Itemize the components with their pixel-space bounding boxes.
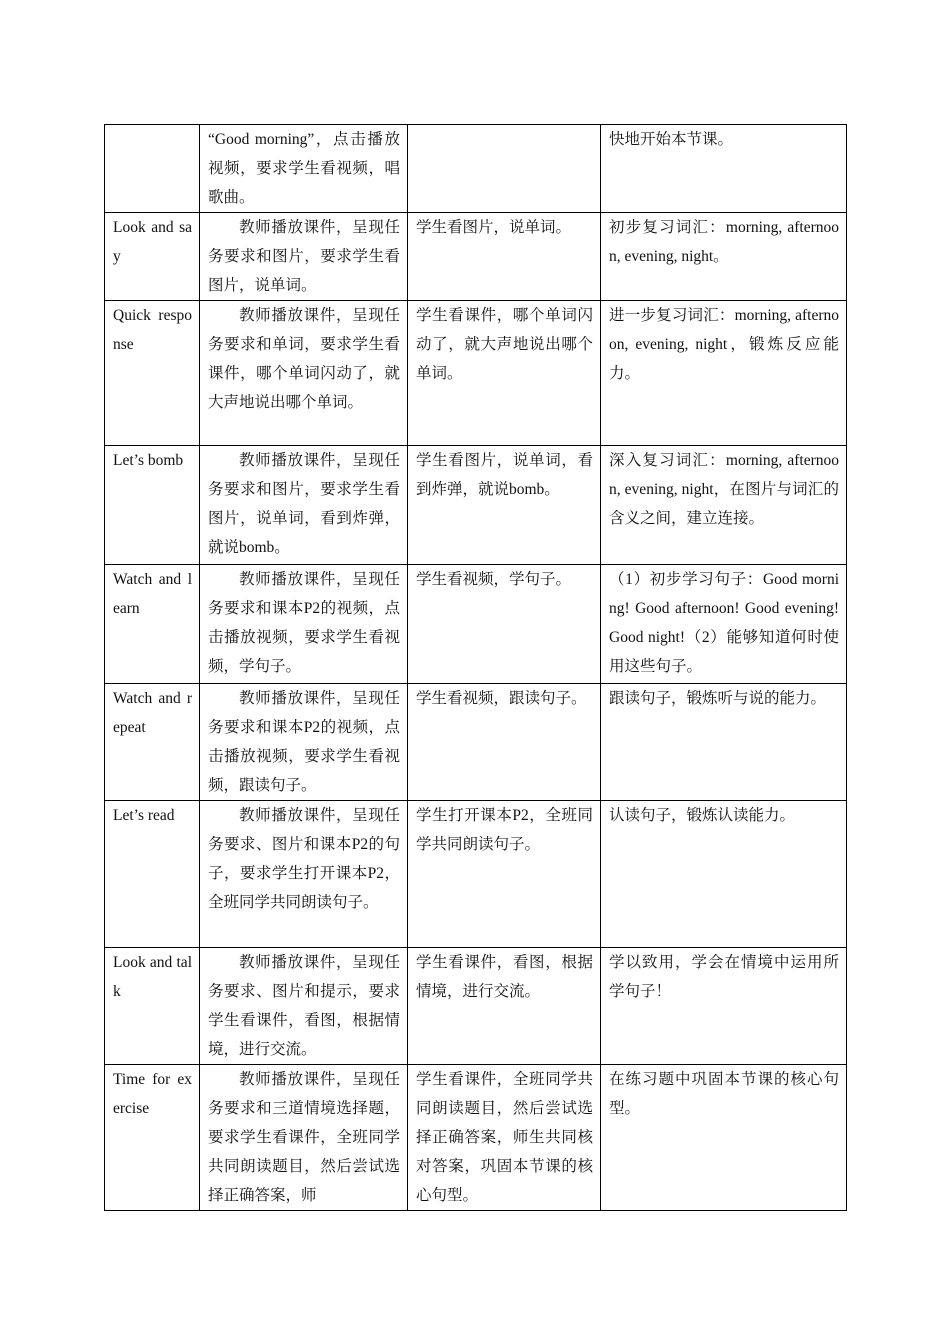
purpose-cell: 跟读句子，锻炼听与说的能力。 [601, 684, 847, 801]
table-row [105, 125, 847, 213]
lesson-plan-table [104, 124, 847, 1211]
teacher-activity-cell: “Good morning”，点击播放视频，要求学生看视频，唱歌曲。 [200, 125, 408, 213]
teacher-activity-cell: 教师播放课件，呈现任务要求和单词，要求学生看课件，哪个单词闪动了，就大声地说出哪个单词。 [200, 301, 408, 446]
table-row [105, 1065, 847, 1211]
teacher-activity-cell: 教师播放课件，呈现任务要求、图片和课本P2的句子，要求学生打开课本P2，全班同学共同朗读句子。 [200, 801, 408, 948]
step-cell [105, 125, 200, 213]
step-cell: Look and talk [105, 948, 200, 1065]
teacher-activity-cell: 教师播放课件，呈现任务要求和课本P2的视频，点击播放视频，要求学生看视频，跟读句子。 [200, 684, 408, 801]
table-row [105, 301, 847, 446]
student-activity-cell [408, 125, 601, 213]
step-cell: Time for exercise [105, 1065, 200, 1211]
table-row [105, 213, 847, 301]
student-activity-cell: 学生看视频，学句子。 [408, 565, 601, 684]
purpose-cell: 进一步复习词汇：morning, afternoon, evening, night，锻炼反应能力。 [601, 301, 847, 446]
student-activity-cell: 学生看图片，说单词，看到炸弹，就说bomb。 [408, 446, 601, 565]
table-row [105, 565, 847, 684]
step-cell: Watch and repeat [105, 684, 200, 801]
table-row [105, 948, 847, 1065]
table-row [105, 684, 847, 801]
teacher-activity-cell: 教师播放课件，呈现任务要求和图片，要求学生看图片，说单词，看到炸弹，就说bomb。 [200, 446, 408, 565]
student-activity-cell: 学生看课件，哪个单词闪动了，就大声地说出哪个单词。 [408, 301, 601, 446]
student-activity-cell: 学生打开课本P2，全班同学共同朗读句子。 [408, 801, 601, 948]
step-cell: Watch and learn [105, 565, 200, 684]
purpose-cell: 学以致用，学会在情境中运用所学句子！ [601, 948, 847, 1065]
purpose-cell: （1）初步学习句子：Good morning! Good afternoon! Good evening! Good night!（2）能够知道何时使用这些句子。 [601, 565, 847, 684]
table-row [105, 446, 847, 565]
purpose-cell: 在练习题中巩固本节课的核心句型。 [601, 1065, 847, 1211]
purpose-cell: 深入复习词汇：morning, afternoon, evening, night，在图片与词汇的含义之间，建立连接。 [601, 446, 847, 565]
purpose-cell: 快地开始本节课。 [601, 125, 847, 213]
step-cell: Look and say [105, 213, 200, 301]
step-cell: Quick response [105, 301, 200, 446]
purpose-cell: 初步复习词汇：morning, afternoon, evening, night。 [601, 213, 847, 301]
student-activity-cell: 学生看视频，跟读句子。 [408, 684, 601, 801]
student-activity-cell: 学生看图片，说单词。 [408, 213, 601, 301]
teacher-activity-cell: 教师播放课件，呈现任务要求和课本P2的视频，点击播放视频，要求学生看视频，学句子。 [200, 565, 408, 684]
step-cell: Let’s bomb [105, 446, 200, 565]
step-cell: Let’s read [105, 801, 200, 948]
student-activity-cell: 学生看课件，看图，根据情境，进行交流。 [408, 948, 601, 1065]
teacher-activity-cell: 教师播放课件，呈现任务要求和三道情境选择题，要求学生看课件，全班同学共同朗读题目，然后尝试选择正确答案，师 [200, 1065, 408, 1211]
table-row [105, 801, 847, 948]
teacher-activity-cell: 教师播放课件，呈现任务要求和图片，要求学生看图片，说单词。 [200, 213, 408, 301]
teacher-activity-cell: 教师播放课件，呈现任务要求、图片和提示，要求学生看课件，看图，根据情境，进行交流。 [200, 948, 408, 1065]
purpose-cell: 认读句子，锻炼认读能力。 [601, 801, 847, 948]
student-activity-cell: 学生看课件，全班同学共同朗读题目，然后尝试选择正确答案，师生共同核对答案，巩固本节课的核心句型。 [408, 1065, 601, 1211]
